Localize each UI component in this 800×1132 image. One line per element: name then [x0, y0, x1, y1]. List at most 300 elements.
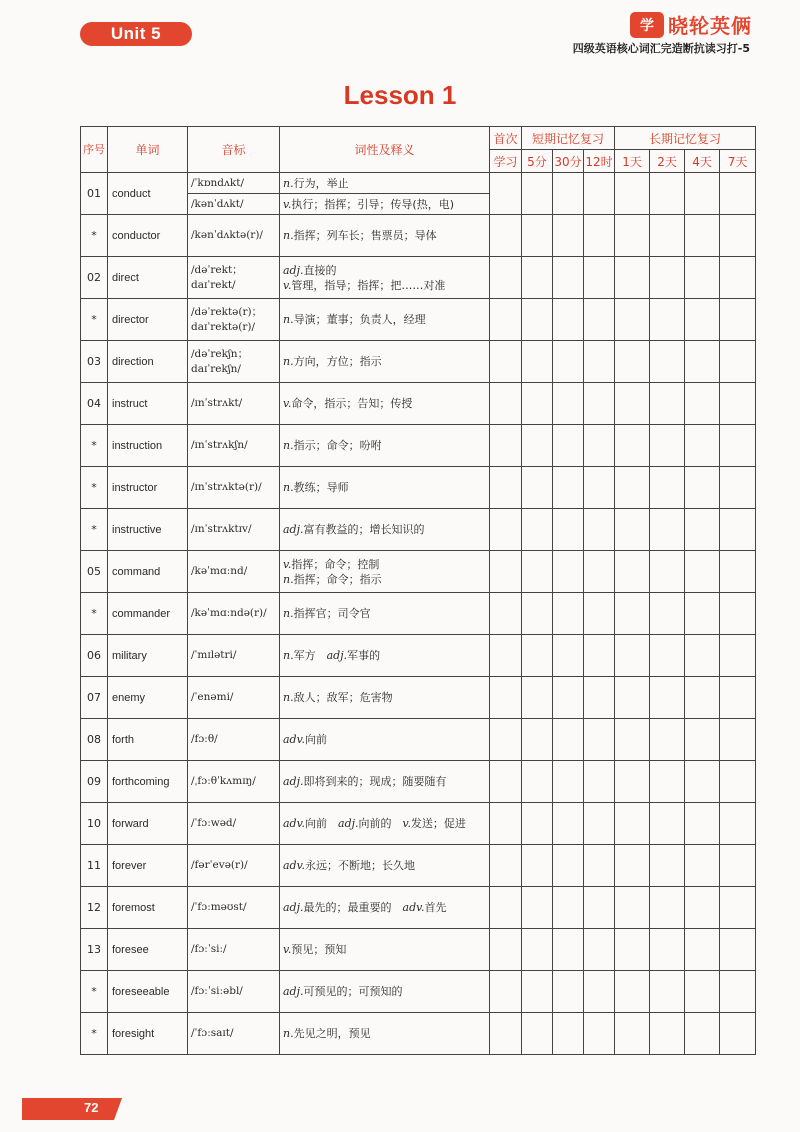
- row-word: command: [108, 551, 188, 593]
- phonetic-line: /ˌfɔːθˈkʌmɪŋ/: [191, 775, 256, 787]
- phonetic-line: /ˈfɔːwəd/: [191, 817, 237, 829]
- review-5min-box[interactable]: [522, 551, 553, 593]
- first-study-box[interactable]: [490, 971, 522, 1013]
- review-7day-box[interactable]: [720, 215, 756, 257]
- review-1day-box[interactable]: [615, 509, 650, 551]
- header-short-col: 12时: [584, 150, 615, 173]
- review-7day-box[interactable]: [720, 257, 756, 299]
- review-2day-box[interactable]: [650, 341, 685, 383]
- table-row: [81, 845, 756, 887]
- definition-line: adj.即将到来的；现成；随要随有: [283, 775, 447, 788]
- row-number: *: [81, 299, 108, 341]
- row-definition: [280, 803, 490, 845]
- review-12h-box[interactable]: [584, 929, 615, 971]
- review-4day-box[interactable]: [685, 761, 720, 803]
- table-row: [81, 341, 756, 383]
- row-phonetic: [188, 677, 280, 719]
- review-1day-box[interactable]: [615, 425, 650, 467]
- unit-badge: Unit 5: [80, 22, 192, 46]
- first-study-box[interactable]: [490, 593, 522, 635]
- phonetic-line: daɪˈrektə(r)/: [191, 320, 256, 333]
- definition-line: adv.永远；不断地；长久地: [283, 859, 416, 872]
- row-definition: [280, 341, 490, 383]
- row-phonetic: [188, 719, 280, 761]
- review-5min-box[interactable]: [522, 257, 553, 299]
- first-study-box[interactable]: [490, 1013, 522, 1055]
- review-5min-box[interactable]: [522, 887, 553, 929]
- row-phonetic: [188, 845, 280, 887]
- review-30min-box[interactable]: [553, 761, 584, 803]
- brand-logo-icon: 学: [630, 12, 664, 38]
- review-4day-box[interactable]: [685, 341, 720, 383]
- header-first-study-bottom: 学习: [490, 150, 522, 173]
- review-1day-box[interactable]: [615, 635, 650, 677]
- review-7day-box[interactable]: [720, 1013, 756, 1055]
- review-12h-box[interactable]: [584, 173, 615, 215]
- review-7day-box[interactable]: [720, 719, 756, 761]
- header-long-col: 4天: [685, 150, 720, 173]
- definition-line: n.导演；董事；负责人，经理: [283, 313, 426, 326]
- first-study-box[interactable]: [490, 341, 522, 383]
- review-2day-box[interactable]: [650, 719, 685, 761]
- review-4day-box[interactable]: [685, 173, 720, 215]
- review-30min-box[interactable]: [553, 719, 584, 761]
- review-2day-box[interactable]: [650, 509, 685, 551]
- review-7day-box[interactable]: [720, 677, 756, 719]
- review-4day-box[interactable]: [685, 677, 720, 719]
- review-5min-box[interactable]: [522, 341, 553, 383]
- review-30min-box[interactable]: [553, 971, 584, 1013]
- header-short-col: 5分: [522, 150, 553, 173]
- phonetic-line: /dəˈrektə(r)；: [191, 305, 263, 318]
- review-5min-box[interactable]: [522, 845, 553, 887]
- header-word: 单词: [108, 127, 188, 173]
- row-number: 11: [81, 845, 108, 887]
- review-30min-box[interactable]: [553, 845, 584, 887]
- row-definition: [280, 467, 490, 509]
- review-2day-box[interactable]: [650, 803, 685, 845]
- row-number: 10: [81, 803, 108, 845]
- first-study-box[interactable]: [490, 383, 522, 425]
- brand: [630, 10, 752, 39]
- review-5min-box[interactable]: [522, 425, 553, 467]
- review-1day-box[interactable]: [615, 593, 650, 635]
- first-study-box[interactable]: [490, 467, 522, 509]
- review-5min-box[interactable]: [522, 299, 553, 341]
- row-word: direct: [108, 257, 188, 299]
- row-definition: [280, 215, 490, 257]
- review-4day-box[interactable]: [685, 299, 720, 341]
- review-30min-box[interactable]: [553, 467, 584, 509]
- review-4day-box[interactable]: [685, 467, 720, 509]
- review-7day-box[interactable]: [720, 929, 756, 971]
- review-30min-box[interactable]: [553, 383, 584, 425]
- review-2day-box[interactable]: [650, 635, 685, 677]
- review-7day-box[interactable]: [720, 761, 756, 803]
- review-4day-box[interactable]: [685, 635, 720, 677]
- review-5min-box[interactable]: [522, 803, 553, 845]
- header-long-col: 2天: [650, 150, 685, 173]
- phonetic-line: /fərˈevə(r)/: [191, 859, 248, 871]
- row-phonetic: [188, 929, 280, 971]
- review-1day-box[interactable]: [615, 845, 650, 887]
- first-study-box[interactable]: [490, 635, 522, 677]
- review-2day-box[interactable]: [650, 761, 685, 803]
- review-2day-box[interactable]: [650, 215, 685, 257]
- review-12h-box[interactable]: [584, 509, 615, 551]
- table-row: [81, 719, 756, 761]
- review-4day-box[interactable]: [685, 215, 720, 257]
- first-study-box[interactable]: [490, 845, 522, 887]
- review-4day-box[interactable]: [685, 593, 720, 635]
- row-number: 13: [81, 929, 108, 971]
- review-12h-box[interactable]: [584, 341, 615, 383]
- first-study-box[interactable]: [490, 803, 522, 845]
- row-number: 01: [81, 173, 108, 215]
- row-phonetic: [188, 173, 280, 215]
- row-number: 02: [81, 257, 108, 299]
- review-7day-box[interactable]: [720, 803, 756, 845]
- phonetic-line: /kəˈmɑːnd/: [191, 565, 248, 577]
- review-2day-box[interactable]: [650, 467, 685, 509]
- table-row: [81, 425, 756, 467]
- definition-line: n.指挥；列车长；售票员；导体: [283, 229, 437, 242]
- phonetic-line: /ɪnˈstrʌktɪv/: [191, 523, 252, 535]
- review-4day-box[interactable]: [685, 509, 720, 551]
- row-definition: [280, 593, 490, 635]
- row-word: conduct: [108, 173, 188, 215]
- review-1day-box[interactable]: [615, 383, 650, 425]
- review-12h-box[interactable]: [584, 803, 615, 845]
- row-definition: [280, 551, 490, 593]
- phonetic-line: /ˈfɔːsaɪt/: [191, 1027, 234, 1039]
- phonetic-line: daɪˈrekʃn/: [191, 362, 241, 375]
- review-12h-box[interactable]: [584, 677, 615, 719]
- first-study-box[interactable]: [490, 425, 522, 467]
- row-number: *: [81, 1013, 108, 1055]
- review-1day-box[interactable]: [615, 719, 650, 761]
- row-word: foremost: [108, 887, 188, 929]
- review-1day-box[interactable]: [615, 1013, 650, 1055]
- review-5min-box[interactable]: [522, 1013, 553, 1055]
- row-number: *: [81, 509, 108, 551]
- first-study-box[interactable]: [490, 509, 522, 551]
- row-word: instructive: [108, 509, 188, 551]
- first-study-box[interactable]: [490, 299, 522, 341]
- phonetic-line: /ɪnˈstrʌktə(r)/: [191, 481, 262, 493]
- row-word: foreseeable: [108, 971, 188, 1013]
- vocabulary-table-container: [80, 126, 755, 1055]
- definition-line: adj.可预见的；可预知的: [283, 985, 403, 998]
- review-12h-box[interactable]: [584, 425, 615, 467]
- review-1day-box[interactable]: [615, 971, 650, 1013]
- review-4day-box[interactable]: [685, 845, 720, 887]
- definition-line: n.方向，方位；指示: [283, 355, 382, 368]
- review-2day-box[interactable]: [650, 929, 685, 971]
- table-row: [81, 257, 756, 299]
- review-5min-box[interactable]: [522, 971, 553, 1013]
- review-1day-box[interactable]: [615, 173, 650, 215]
- review-7day-box[interactable]: [720, 467, 756, 509]
- review-30min-box[interactable]: [553, 299, 584, 341]
- review-2day-box[interactable]: [650, 425, 685, 467]
- review-4day-box[interactable]: [685, 719, 720, 761]
- review-12h-box[interactable]: [584, 383, 615, 425]
- phonetic-line: /fɔːˈsiː/: [191, 943, 227, 955]
- review-30min-box[interactable]: [553, 593, 584, 635]
- review-30min-box[interactable]: [553, 887, 584, 929]
- row-number: *: [81, 425, 108, 467]
- row-phonetic: [188, 383, 280, 425]
- review-7day-box[interactable]: [720, 341, 756, 383]
- header-definition: 词性及释义: [280, 127, 490, 173]
- review-30min-box[interactable]: [553, 509, 584, 551]
- review-2day-box[interactable]: [650, 173, 685, 215]
- phonetic-line: /fɔːˈsiːəbl/: [191, 985, 243, 997]
- first-study-box[interactable]: [490, 887, 522, 929]
- row-phonetic: [188, 887, 280, 929]
- definition-line: adj.直接的: [283, 263, 337, 277]
- row-word: conductor: [108, 215, 188, 257]
- review-30min-box[interactable]: [553, 425, 584, 467]
- review-1day-box[interactable]: [615, 803, 650, 845]
- review-7day-box[interactable]: [720, 425, 756, 467]
- review-5min-box[interactable]: [522, 719, 553, 761]
- review-1day-box[interactable]: [615, 887, 650, 929]
- row-word: enemy: [108, 677, 188, 719]
- review-5min-box[interactable]: [522, 635, 553, 677]
- page-number-tab: [22, 1098, 122, 1120]
- phonetic-line: /kənˈdʌkt/: [188, 193, 279, 214]
- definition-line: adv.向前: [283, 733, 328, 746]
- review-4day-box[interactable]: [685, 551, 720, 593]
- phonetic-line: /kəˈmɑːndə(r)/: [191, 607, 267, 619]
- definition-line: v.预见；预知: [283, 943, 347, 956]
- phonetic-line: /fɔːθ/: [191, 733, 218, 745]
- phonetic-line: /ˈfɔːməʊst/: [191, 901, 247, 913]
- table-row: [81, 467, 756, 509]
- review-4day-box[interactable]: [685, 803, 720, 845]
- row-phonetic: [188, 467, 280, 509]
- review-4day-box[interactable]: [685, 929, 720, 971]
- row-number: 06: [81, 635, 108, 677]
- row-word: forever: [108, 845, 188, 887]
- review-12h-box[interactable]: [584, 593, 615, 635]
- table-row: [81, 173, 756, 215]
- definition-line: n.敌人；敌军；危害物: [283, 691, 393, 704]
- review-5min-box[interactable]: [522, 383, 553, 425]
- phonetic-line: /ɪnˈstrʌkʃn/: [191, 439, 248, 451]
- first-study-box[interactable]: [490, 929, 522, 971]
- review-4day-box[interactable]: [685, 257, 720, 299]
- row-definition: [280, 509, 490, 551]
- phonetic-line: /dəˈrekʃn；: [191, 347, 249, 360]
- review-1day-box[interactable]: [615, 677, 650, 719]
- review-4day-box[interactable]: [685, 383, 720, 425]
- row-definition: [280, 929, 490, 971]
- definition-line: adv.向前 adj.向前的 v.发送；促进: [283, 817, 466, 830]
- row-number: *: [81, 215, 108, 257]
- row-definition: [280, 1013, 490, 1055]
- definition-line: adj.富有教益的；增长知识的: [283, 523, 425, 536]
- row-phonetic: [188, 299, 280, 341]
- row-word: director: [108, 299, 188, 341]
- definition-line: v. 执行；指挥；引导；传导(热，电): [280, 193, 489, 214]
- row-word: foresight: [108, 1013, 188, 1055]
- row-phonetic: [188, 257, 280, 299]
- review-1day-box[interactable]: [615, 341, 650, 383]
- definition-line: n.指示；命令；吩咐: [283, 439, 382, 452]
- definition-line: adj.最先的；最重要的 adv.首先: [283, 901, 447, 914]
- review-12h-box[interactable]: [584, 635, 615, 677]
- review-2day-box[interactable]: [650, 971, 685, 1013]
- review-2day-box[interactable]: [650, 845, 685, 887]
- row-definition: [280, 971, 490, 1013]
- review-12h-box[interactable]: [584, 845, 615, 887]
- review-5min-box[interactable]: [522, 215, 553, 257]
- review-30min-box[interactable]: [553, 1013, 584, 1055]
- review-2day-box[interactable]: [650, 593, 685, 635]
- first-study-box[interactable]: [490, 173, 522, 215]
- review-5min-box[interactable]: [522, 509, 553, 551]
- review-5min-box[interactable]: [522, 761, 553, 803]
- row-phonetic: [188, 761, 280, 803]
- review-12h-box[interactable]: [584, 257, 615, 299]
- row-word: instruct: [108, 383, 188, 425]
- review-30min-box[interactable]: [553, 551, 584, 593]
- review-1day-box[interactable]: [615, 257, 650, 299]
- first-study-box[interactable]: [490, 719, 522, 761]
- table-row: [81, 215, 756, 257]
- definition-line: n.先见之明，预见: [283, 1027, 371, 1040]
- definition-line: v.命令，指示；告知；传授: [283, 397, 413, 410]
- review-1day-box[interactable]: [615, 551, 650, 593]
- review-1day-box[interactable]: [615, 299, 650, 341]
- header-index: 序号: [81, 127, 108, 173]
- review-7day-box[interactable]: [720, 971, 756, 1013]
- review-30min-box[interactable]: [553, 173, 584, 215]
- phonetic-line: /ˈkɒndʌkt/: [191, 176, 245, 189]
- review-7day-box[interactable]: [720, 509, 756, 551]
- lesson-title: Lesson 1: [343, 80, 457, 110]
- review-7day-box[interactable]: [720, 173, 756, 215]
- review-4day-box[interactable]: [685, 1013, 720, 1055]
- row-word: forthcoming: [108, 761, 188, 803]
- table-row: [81, 677, 756, 719]
- review-4day-box[interactable]: [685, 887, 720, 929]
- row-phonetic: [188, 593, 280, 635]
- review-2day-box[interactable]: [650, 887, 685, 929]
- row-number: 03: [81, 341, 108, 383]
- review-5min-box[interactable]: [522, 929, 553, 971]
- row-phonetic: [188, 551, 280, 593]
- review-7day-box[interactable]: [720, 551, 756, 593]
- review-30min-box[interactable]: [553, 635, 584, 677]
- vocabulary-table: [80, 126, 756, 1055]
- first-study-box[interactable]: [490, 215, 522, 257]
- definition-line: n. 行为，举止: [283, 176, 349, 190]
- review-12h-box[interactable]: [584, 1013, 615, 1055]
- row-number: 05: [81, 551, 108, 593]
- review-5min-box[interactable]: [522, 173, 553, 215]
- review-1day-box[interactable]: [615, 929, 650, 971]
- review-12h-box[interactable]: [584, 467, 615, 509]
- row-phonetic: [188, 341, 280, 383]
- review-4day-box[interactable]: [685, 425, 720, 467]
- review-5min-box[interactable]: [522, 593, 553, 635]
- table-row: [81, 509, 756, 551]
- table-row: [81, 971, 756, 1013]
- review-30min-box[interactable]: [553, 341, 584, 383]
- review-7day-box[interactable]: [720, 383, 756, 425]
- review-2day-box[interactable]: [650, 257, 685, 299]
- review-1day-box[interactable]: [615, 467, 650, 509]
- review-2day-box[interactable]: [650, 551, 685, 593]
- review-2day-box[interactable]: [650, 677, 685, 719]
- review-30min-box[interactable]: [553, 257, 584, 299]
- row-word: military: [108, 635, 188, 677]
- row-number: *: [81, 971, 108, 1013]
- definition-line: n.指挥；命令；指示: [283, 572, 382, 586]
- definition-line: n.教练；导师: [283, 481, 349, 494]
- first-study-box[interactable]: [490, 677, 522, 719]
- row-definition: [280, 299, 490, 341]
- first-study-box[interactable]: [490, 551, 522, 593]
- row-word: forward: [108, 803, 188, 845]
- header-long-col: 1天: [615, 150, 650, 173]
- review-12h-box[interactable]: [584, 887, 615, 929]
- review-7day-box[interactable]: [720, 635, 756, 677]
- first-study-box[interactable]: [490, 257, 522, 299]
- review-12h-box[interactable]: [584, 215, 615, 257]
- review-7day-box[interactable]: [720, 593, 756, 635]
- review-7day-box[interactable]: [720, 845, 756, 887]
- first-study-box[interactable]: [490, 761, 522, 803]
- table-row: [81, 383, 756, 425]
- review-30min-box[interactable]: [553, 803, 584, 845]
- review-30min-box[interactable]: [553, 215, 584, 257]
- review-5min-box[interactable]: [522, 677, 553, 719]
- row-number: 09: [81, 761, 108, 803]
- row-phonetic: [188, 635, 280, 677]
- header-short-col: 30分: [553, 150, 584, 173]
- review-12h-box[interactable]: [584, 971, 615, 1013]
- review-4day-box[interactable]: [685, 971, 720, 1013]
- table-row: [81, 929, 756, 971]
- review-5min-box[interactable]: [522, 467, 553, 509]
- review-7day-box[interactable]: [720, 887, 756, 929]
- review-2day-box[interactable]: [650, 1013, 685, 1055]
- row-definition: [280, 845, 490, 887]
- review-1day-box[interactable]: [615, 761, 650, 803]
- row-number: *: [81, 467, 108, 509]
- review-12h-box[interactable]: [584, 551, 615, 593]
- review-30min-box[interactable]: [553, 929, 584, 971]
- row-definition: [280, 677, 490, 719]
- review-2day-box[interactable]: [650, 299, 685, 341]
- review-1day-box[interactable]: [615, 215, 650, 257]
- row-number: *: [81, 593, 108, 635]
- review-12h-box[interactable]: [584, 719, 615, 761]
- header-long-col: 7天: [720, 150, 756, 173]
- review-12h-box[interactable]: [584, 761, 615, 803]
- review-30min-box[interactable]: [553, 677, 584, 719]
- review-2day-box[interactable]: [650, 383, 685, 425]
- row-number: 07: [81, 677, 108, 719]
- table-row: [81, 299, 756, 341]
- review-12h-box[interactable]: [584, 299, 615, 341]
- review-7day-box[interactable]: [720, 299, 756, 341]
